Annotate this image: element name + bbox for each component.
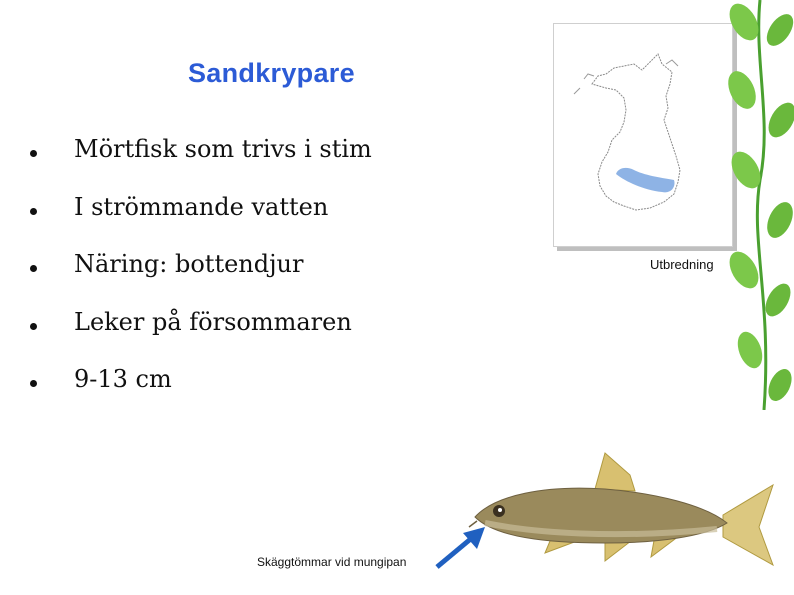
bullet-item (30, 303, 372, 361)
slide-title: Sandkrypare (188, 58, 355, 88)
finland-map-icon (554, 24, 732, 246)
bullet-text: Leker på försommaren (74, 307, 352, 336)
bullet-text: Mörtfisk som trivs i stim (74, 135, 372, 163)
distribution-map (553, 23, 733, 247)
bullet-dot-icon (30, 208, 37, 215)
bullet-item (30, 130, 372, 188)
map-caption: Utbredning (650, 257, 714, 272)
arrow-caption: Skäggtömmar vid mungipan (257, 555, 407, 569)
bullet-text: Näring: bottendjur (74, 250, 304, 278)
bullet-list (30, 130, 372, 418)
bullet-item (30, 360, 372, 418)
pointer-arrow-icon (435, 525, 487, 570)
fish-illustration-icon (455, 445, 775, 585)
distribution-region (616, 168, 675, 192)
bullet-text: 9-13 cm (74, 365, 172, 393)
bullet-dot-icon (30, 380, 37, 387)
bullet-text: I strömmande vatten (74, 192, 329, 221)
bullet-dot-icon (30, 265, 37, 272)
vine-decoration-icon (720, 0, 794, 410)
bullet-dot-icon (30, 323, 37, 330)
bullet-dot-icon (30, 150, 37, 157)
bullet-item (30, 188, 372, 246)
bullet-item (30, 245, 372, 303)
